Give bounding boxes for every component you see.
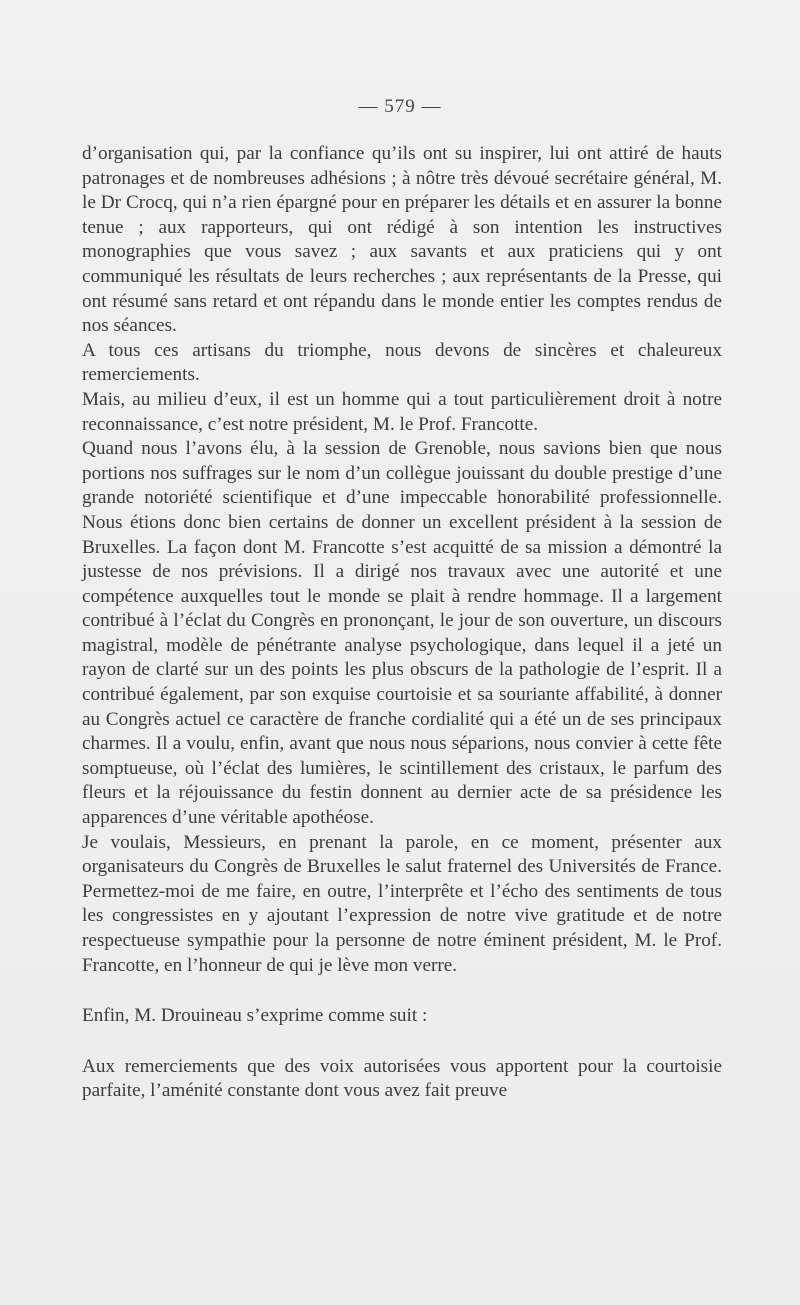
paragraph-3: Mais, au milieu d’eux, il est un homme qui a tout particulièrement droit à notre reconnaissance, c’est notre président, M. le Prof. Francotte.: [82, 388, 722, 435]
spacer: [82, 978, 722, 1004]
paragraph-7: Aux remerciements que des voix autorisées vous apportent pour la courtoisie parfaite, l’aménité constante dont vous avez fait preuve: [82, 1055, 722, 1102]
paragraph-6: Enfin, M. Drouineau s’exprime comme suit :: [82, 1005, 428, 1027]
spacer: [82, 1029, 722, 1055]
page-number: — 579 —: [358, 96, 442, 117]
paragraph-2: A tous ces artisans du triomphe, nous devons de sincères et chaleureux remerciements.: [82, 339, 722, 386]
page-body: [82, 142, 722, 1104]
paragraph-4: Quand nous l’avons élu, à la session de Grenoble, nous savions bien que nous portions nos suffrages sur le nom d’un collègue jouissant du double prestige d’une grande notoriété scientifique et d’une impeccable honorabilité professionnelle. Nous étions donc bien certains de donner un excellent président à la session de Bruxelles. La façon dont M. Francotte s’est acquitté de sa mission a démontré la justesse de nos prévisions. Il a dirigé nos travaux avec une autorité et une compétence auxquelles tout le monde se plait à rendre hommage. Il a largement contribué à l’éclat du Congrès en prononçant, le jour de son ouverture, un discours magistral, modèle de pénétrante analyse psychologique, dans lequel il a jeté un rayon de clarté sur un des points les plus obscurs de la pathologie de l’esprit. Il a contribué également, par son exquise courtoisie et sa souriante affabilité, à donner au Congrès actuel ce caractère de franche cordialité qui a été un de ses principaux charmes. Il a voulu, enfin, avant que nous nous séparions, nous convier à cette fête somptueuse, où l’éclat des lumières, le scintillement des cristaux, le parfum des fleurs et la réjouissance du festin donnent au dernier acte de sa présidence les apparences d’une véritable apothéose.: [82, 438, 722, 829]
paragraph-5: Je voulais, Messieurs, en prenant la parole, en ce moment, présenter aux organisateurs du Congrès de Bruxelles le salut fraternel des Universités de France. Permettez-moi de me faire, en outre, l’interprête et l’écho des sentiments de tous les congressistes en y ajoutant l’expression de notre vive gratitude et de notre respectueuse sympathie pour la personne de notre éminent président, M. le Prof. Francotte, en l’honneur de qui je lève mon verre.: [82, 831, 722, 976]
paragraph-1: d’organisation qui, par la confiance qu’ils ont su inspirer, lui ont attiré de hauts patronages et de nombreuses adhésions ; à nôtre très dévoué secrétaire général, M. le Dr Crocq, qui n’a rien épargné pour en préparer les détails et en assurer la bonne tenue ; aux rapporteurs, qui ont rédigé à son intention les instructives monographies que vous savez ; aux savants et aux praticiens qui y ont communiqué les résultats de leurs recherches ; aux représentants de la Presse, qui ont résumé sans retard et ont répandu dans le monde entier les comptes rendus de nos séances.: [82, 143, 722, 337]
